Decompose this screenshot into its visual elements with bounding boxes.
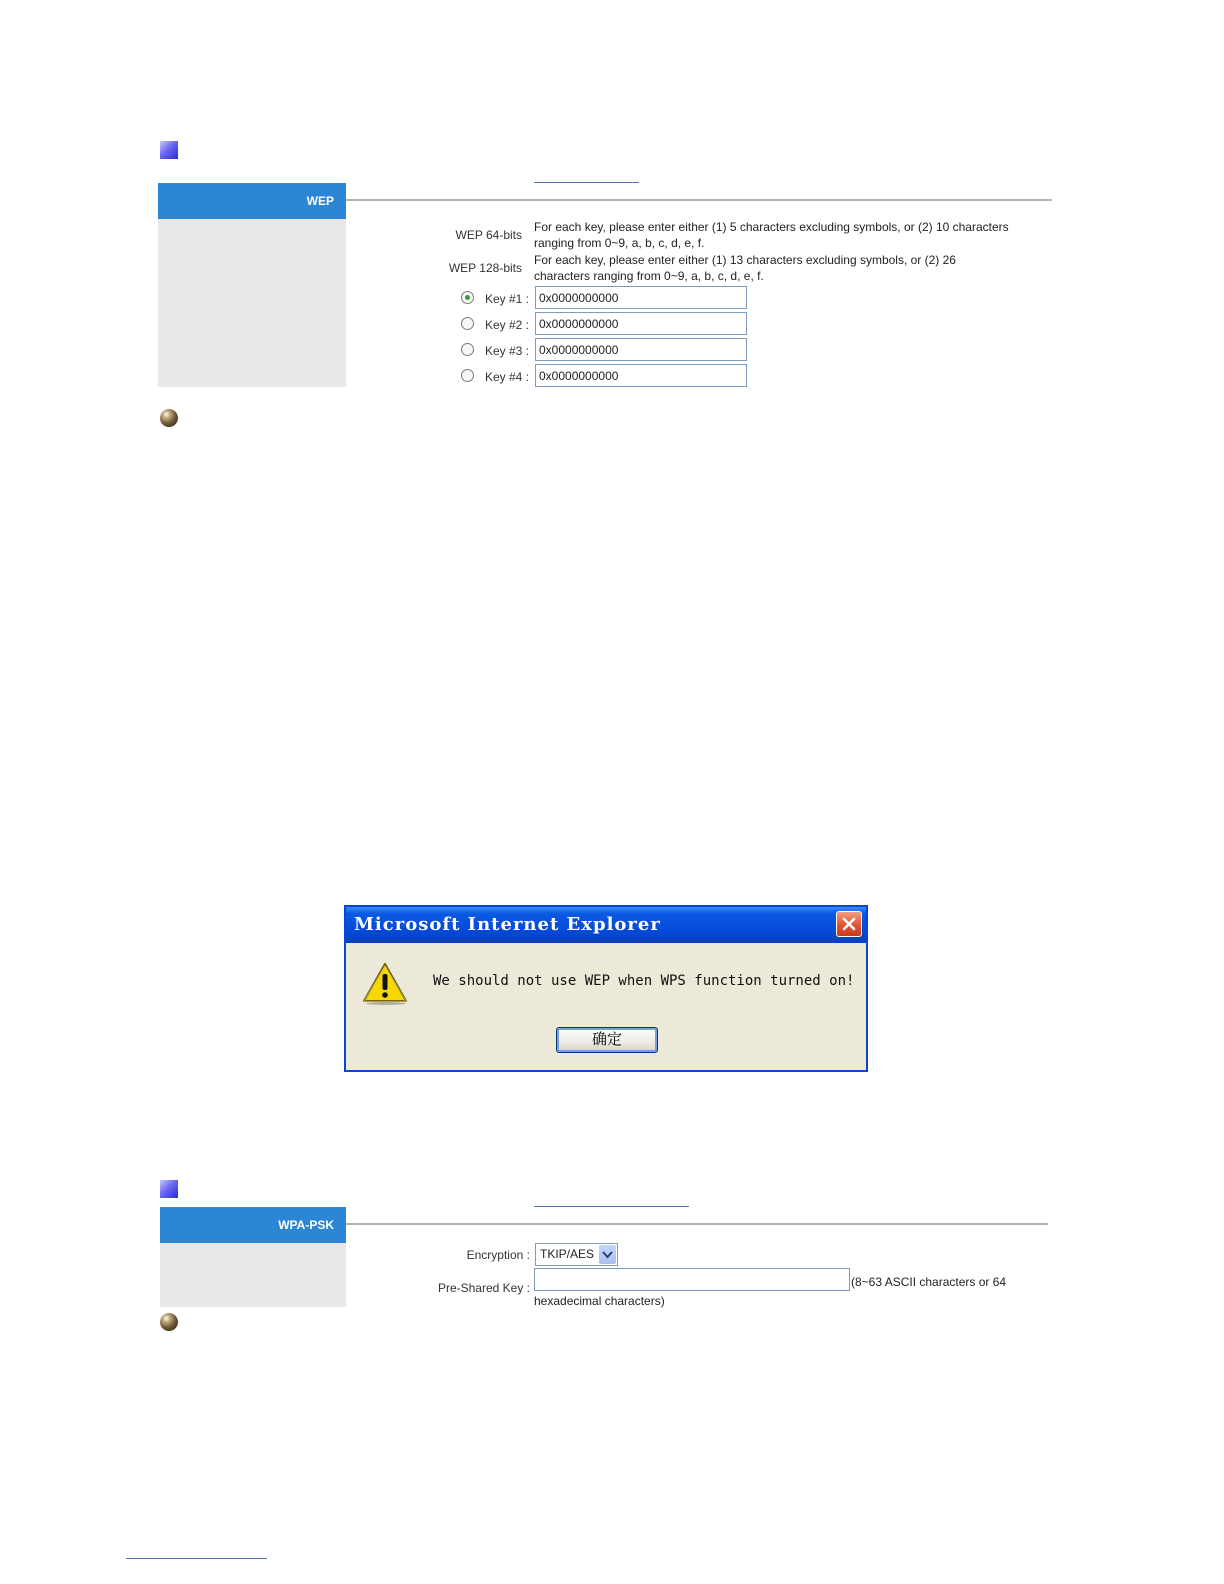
section-bullet-icon bbox=[160, 141, 178, 159]
link-underline bbox=[534, 182, 639, 183]
key3-label: Key #3 : bbox=[484, 344, 529, 358]
dialog-titlebar[interactable] bbox=[346, 907, 866, 943]
key2-input[interactable] bbox=[535, 312, 747, 335]
warning-icon bbox=[362, 961, 408, 1005]
note-bullet-icon bbox=[160, 409, 178, 427]
link-underline bbox=[534, 1206, 689, 1207]
wep128-desc-line2: characters ranging from 0~9, a, b, c, d, e, f. bbox=[534, 269, 764, 283]
wep-panel-header bbox=[158, 183, 346, 219]
key1-label: Key #1 : bbox=[484, 292, 529, 306]
wep64-description bbox=[534, 219, 1054, 251]
psk-input[interactable] bbox=[534, 1268, 850, 1291]
dialog-title: Microsoft Internet Explorer bbox=[354, 914, 661, 935]
encryption-selected-value: TKIP/AES bbox=[540, 1247, 595, 1261]
dialog-close-button[interactable] bbox=[836, 911, 862, 937]
wep-panel-sidebar bbox=[158, 219, 346, 387]
key4-label: Key #4 : bbox=[484, 370, 529, 384]
key2-label: Key #2 : bbox=[484, 318, 529, 332]
close-icon bbox=[837, 912, 861, 936]
wep64-desc-line1: For each key, please enter either (1) 5 characters excluding symbols, or (2) 10 characters bbox=[534, 220, 1009, 234]
psk-label: Pre-Shared Key : bbox=[437, 1281, 530, 1295]
key1-input[interactable] bbox=[535, 286, 747, 309]
encryption-select[interactable] bbox=[535, 1243, 618, 1266]
psk-hint-line2: hexadecimal characters) bbox=[534, 1294, 665, 1308]
wpa-panel-header bbox=[160, 1207, 346, 1243]
footer-link-underline bbox=[126, 1558, 267, 1559]
wep-panel-title: WEP bbox=[306, 194, 334, 208]
alert-dialog bbox=[344, 905, 868, 1072]
key4-input[interactable] bbox=[535, 364, 747, 387]
wpa-divider bbox=[346, 1223, 1048, 1225]
psk-hint-line1: (8~63 ASCII characters or 64 bbox=[851, 1275, 1007, 1289]
dialog-message: We should not use WEP when WPS function turned on! bbox=[433, 973, 855, 989]
wep128-label: WEP 128-bits bbox=[448, 261, 522, 275]
wep64-desc-line2: ranging from 0~9, a, b, c, d, e, f. bbox=[534, 236, 705, 250]
note-bullet-icon bbox=[160, 1313, 178, 1331]
encryption-label: Encryption : bbox=[466, 1248, 530, 1262]
wep64-label: WEP 64-bits bbox=[455, 228, 522, 242]
wpa-panel-sidebar bbox=[160, 1243, 346, 1307]
chevron-down-icon[interactable] bbox=[599, 1245, 616, 1264]
dialog-ok-button[interactable]: 确定 bbox=[556, 1027, 658, 1053]
key3-input[interactable] bbox=[535, 338, 747, 361]
wep128-description bbox=[534, 252, 1054, 284]
section-bullet-icon bbox=[160, 1180, 178, 1198]
wep-divider bbox=[346, 199, 1052, 201]
wep128-desc-line1: For each key, please enter either (1) 13 characters excluding symbols, or (2) 26 bbox=[534, 253, 956, 267]
wpa-panel-title: WPA-PSK bbox=[278, 1218, 334, 1232]
